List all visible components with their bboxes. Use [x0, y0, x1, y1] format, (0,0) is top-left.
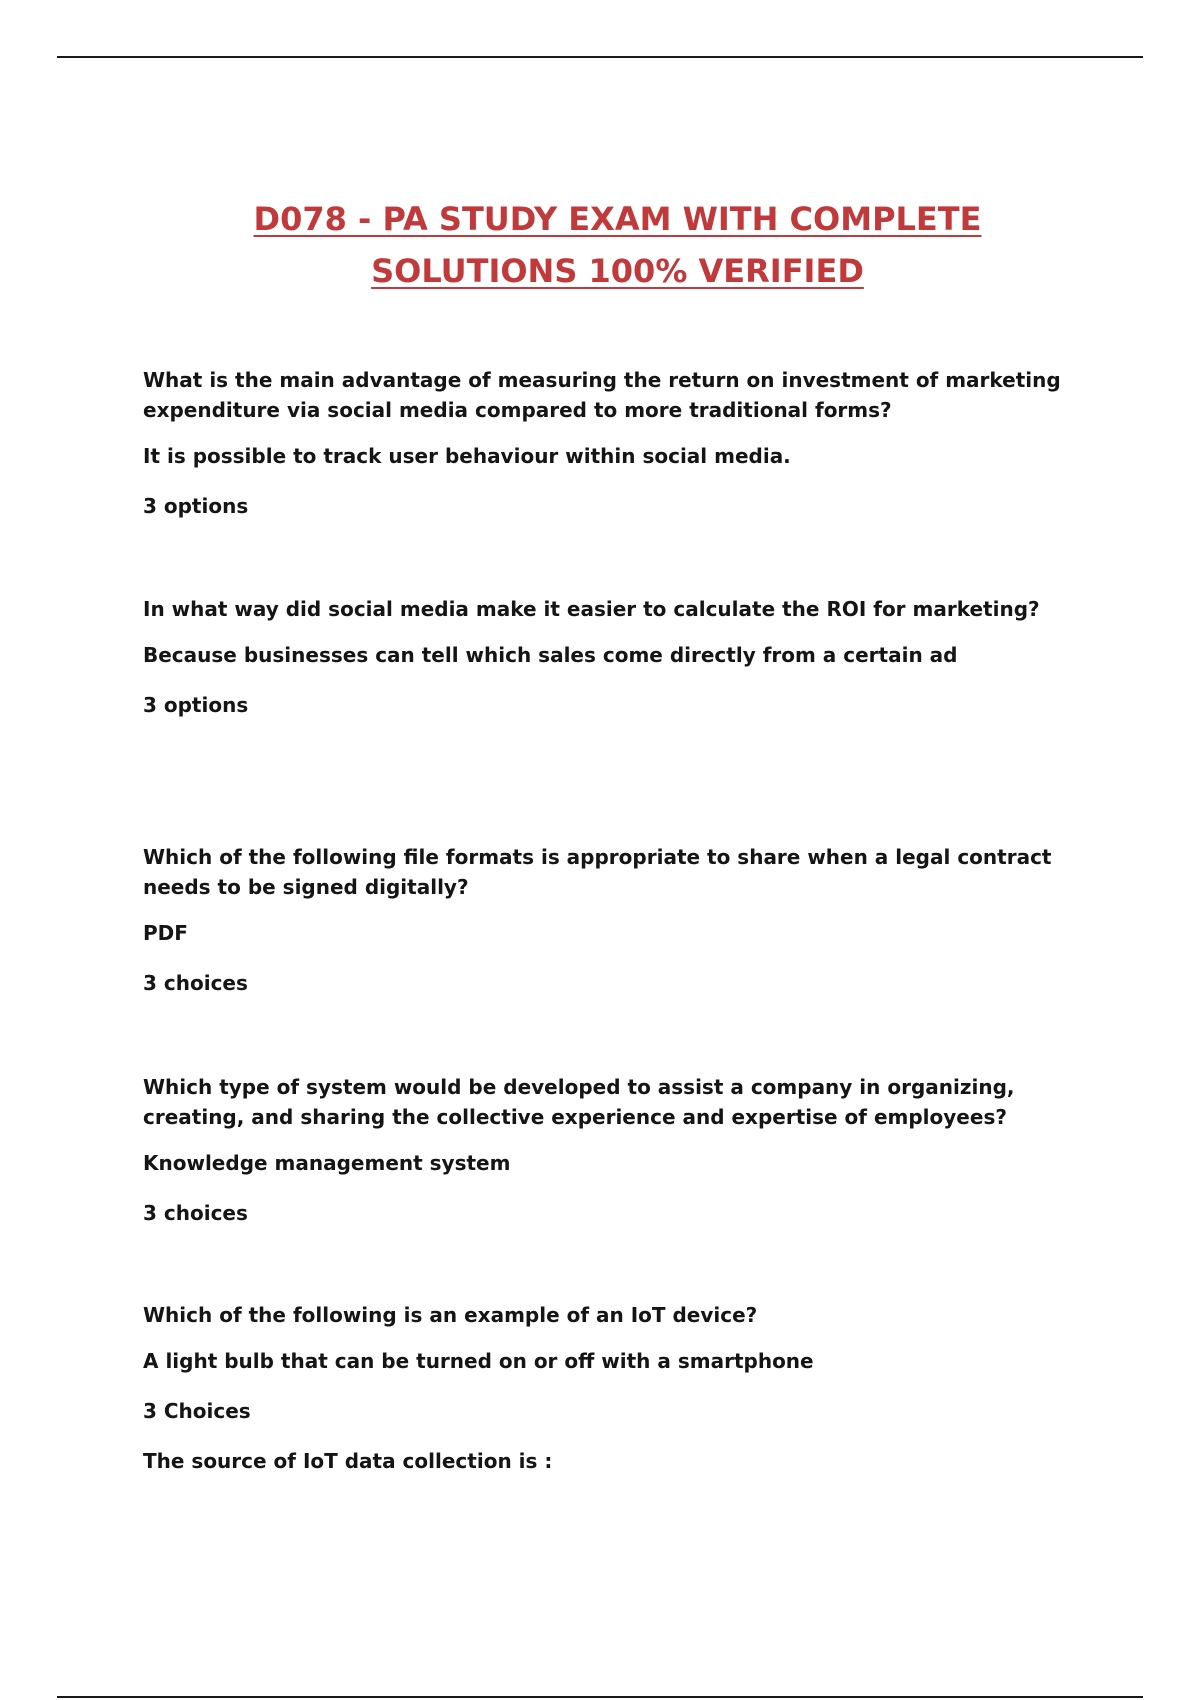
qa-block-5	[143, 1300, 1083, 1476]
question-text: What is the main advantage of measuring the return on investment of marketing expenditure via social media compared to more traditional forms?	[143, 368, 1061, 422]
qa-block-4	[143, 1072, 1083, 1228]
note-text: 3 options	[143, 693, 249, 717]
question-text: In what way did social media make it easier to calculate the ROI for marketing?	[143, 597, 1040, 621]
qa-block-1	[143, 365, 1083, 521]
qa-block-3	[143, 842, 1083, 998]
note-text: 3 choices	[143, 1201, 248, 1225]
answer-text: Because businesses can tell which sales come directly from a certain ad	[143, 643, 958, 667]
document-title	[0, 193, 1200, 297]
answer-text: It is possible to track user behaviour within social media.	[143, 444, 791, 468]
answer-text: Knowledge management system	[143, 1151, 511, 1175]
title-line-1: D078 - PA STUDY EXAM WITH COMPLETE	[253, 200, 982, 238]
question-text: Which of the following file formats is appropriate to share when a legal contract needs to be signed digitally?	[143, 845, 1052, 899]
answer-text: A light bulb that can be turned on or off with a smartphone	[143, 1349, 814, 1373]
question-text: Which type of system would be developed to assist a company in organizing, creating, and sharing the collective experience and expertise of employees?	[143, 1075, 1015, 1129]
qa-block-2	[143, 594, 1083, 720]
note-text: 3 choices	[143, 971, 248, 995]
note-text: 3 Choices	[143, 1399, 251, 1423]
bottom-divider	[57, 1696, 1143, 1698]
top-divider	[57, 56, 1143, 58]
answer-text: PDF	[143, 921, 188, 945]
note-text: 3 options	[143, 494, 249, 518]
followup-question-text: The source of IoT data collection is :	[143, 1449, 553, 1473]
title-line-2: SOLUTIONS 100% VERIFIED	[371, 252, 864, 290]
question-text: Which of the following is an example of an IoT device?	[143, 1303, 758, 1327]
